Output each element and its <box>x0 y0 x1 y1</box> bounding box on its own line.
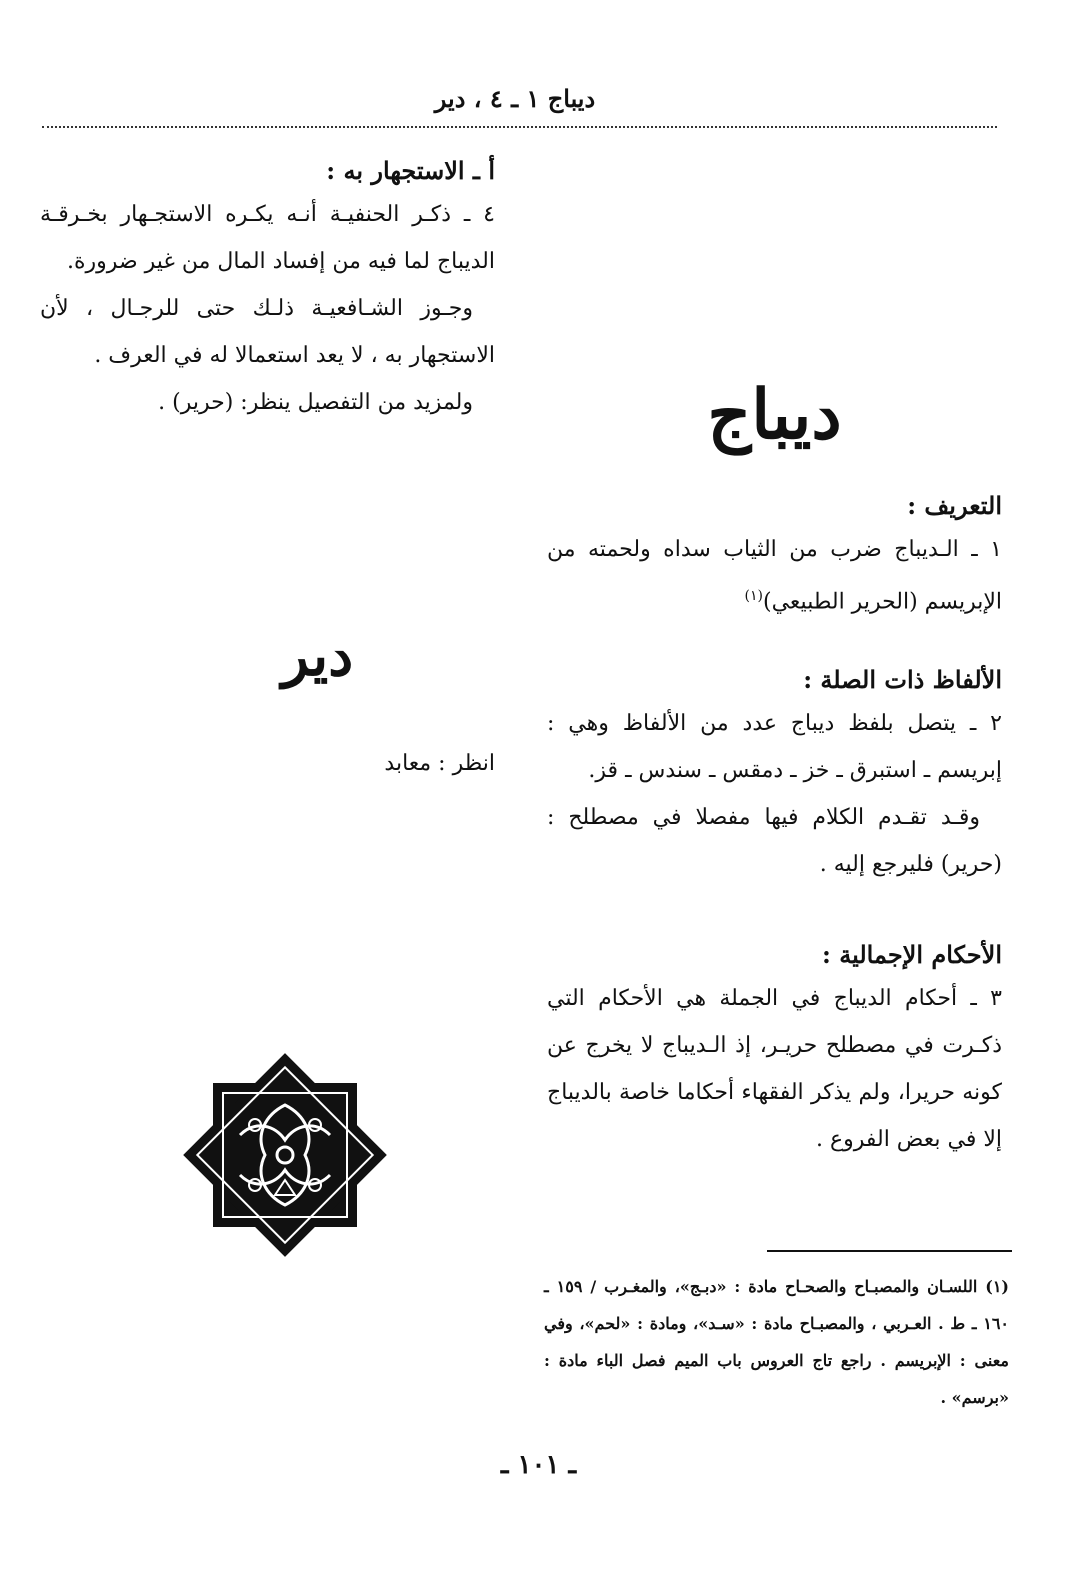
right-column <box>547 140 1002 1163</box>
related-terms-text-2: وقـد تقـدم الكلام فيها مفصلا في مصطلح : (حرير) فليرجع إليه . <box>547 805 1002 878</box>
istijmar-heading: أ ـ الاستجهار به : <box>326 156 495 185</box>
entry-title-dayr: دير <box>281 623 354 689</box>
left-column <box>40 140 495 787</box>
footnote-ref-1[interactable]: (١) <box>744 587 764 604</box>
istijmar-para-1: ٤ ـ ذكـر الحنفيـة أنـه يكـره الاستجـهار بخـرقـة الديباج لما فيه من إفساد المال من غير ضرورة. <box>40 202 495 274</box>
definition-body: ١ ـ الـديباج ضرب من الثياب سداه ولحمته من الإبريسم (الحرير الطبيعي) <box>547 536 1002 615</box>
footnote-divider <box>767 1250 1012 1252</box>
definition-heading: التعريف : <box>907 490 1002 520</box>
footnote-1: (١) اللسـان والمصبـاح والصحـاح مادة : «دبـج»، والمغـرب / ١٥٩ ـ ١٦٠ ـ ط . العـربي ، والمصبـاح مادة : «سـد»، ومادة : «لحم»، وفي معنى : الإبريسم . راجع تاج العروس باب الميم فصل الباء مادة : «برسم» . <box>544 1277 1009 1407</box>
istijmar-para-3: ولمزيد من التفصيل ينظر: (حرير) . <box>158 390 473 415</box>
general-rulings-text: ٣ ـ أحكام الديباج في الجملة هي الأحكام التي ذكـرت في مصطلح حريـر، إذ الـديباج لا يخرج عن كونه حريرا، ولم يذكر الفقهاء أحكاما خاصة بالديباج إلا في بعض الفروع . <box>547 986 1002 1153</box>
running-head: ديباج ١ ـ ٤ ، دير <box>434 84 596 113</box>
eight-point-star-arabesque-icon <box>180 1050 390 1260</box>
see-also-maabid[interactable]: انظر : معابد <box>384 750 495 776</box>
page-number: ـ ١٠١ ـ <box>500 1450 577 1480</box>
entry-title-dibaj: ديباج <box>707 375 842 455</box>
istijmar-para-2: وجـوز الشـافعيـة ذلـك حتى للرجـال ، لأن الاستجهار به ، لا يعد استعمالا له في العرف . <box>40 296 495 368</box>
header-dotted-divider <box>42 126 997 128</box>
general-rulings-heading: الأحكام الإجمالية : <box>822 940 1002 970</box>
definition-text <box>547 526 1002 625</box>
related-terms-heading: الألفاظ ذات الصلة : <box>803 665 1002 695</box>
related-terms-text: ٢ ـ يتصل بلفظ ديباج عدد من الألفاظ وهي : إبريسم ـ استبرق ـ خز ـ دمقس ـ سندس ـ قز. <box>547 711 1002 784</box>
